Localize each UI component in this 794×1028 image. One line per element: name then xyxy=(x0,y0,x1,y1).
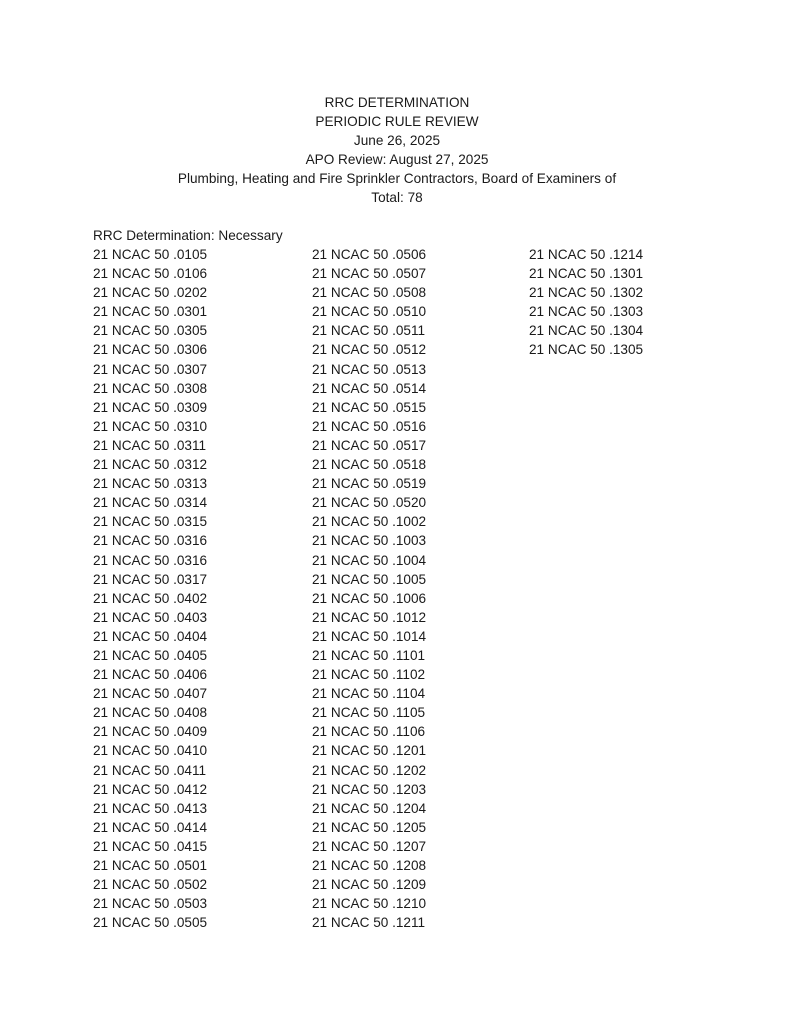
rule-citation: 21 NCAC 50 .0411 xyxy=(93,762,207,778)
rule-column-3 xyxy=(529,245,643,360)
rule-citation: 21 NCAC 50 .0406 xyxy=(93,667,208,683)
document-date: June 26, 2025 xyxy=(353,133,441,148)
rule-citation: 21 NCAC 50 .0518 xyxy=(312,457,427,473)
rule-citation: 21 NCAC 50 .1201 xyxy=(312,743,427,759)
rule-citation: 21 NCAC 50 .0405 xyxy=(93,647,208,663)
rule-citation: 21 NCAC 50 .1202 xyxy=(312,762,427,778)
rule-citation: 21 NCAC 50 .1214 xyxy=(529,247,644,262)
rule-citation: 21 NCAC 50 .1204 xyxy=(312,800,427,816)
rule-citation: 21 NCAC 50 .0308 xyxy=(93,380,208,396)
rule-citation: 21 NCAC 50 .0508 xyxy=(312,285,427,301)
rule-citation: 21 NCAC 50 .0314 xyxy=(93,495,208,511)
rule-citation: 21 NCAC 50 .0402 xyxy=(93,590,208,606)
rule-citation: 21 NCAC 50 .1002 xyxy=(312,514,427,530)
rule-citation: 21 NCAC 50 .1305 xyxy=(529,342,644,358)
rule-citation: 21 NCAC 50 .0408 xyxy=(93,705,208,721)
document-header xyxy=(0,93,794,207)
rule-citation: 21 NCAC 50 .1012 xyxy=(312,609,427,625)
rule-citation: 21 NCAC 50 .0409 xyxy=(93,724,208,740)
rule-citation: 21 NCAC 50 .0410 xyxy=(93,743,208,759)
rule-citation: 21 NCAC 50 .0106 xyxy=(93,266,208,282)
rule-citation: 21 NCAC 50 .0311 xyxy=(93,437,207,453)
rule-citation: 21 NCAC 50 .0503 xyxy=(93,896,208,912)
rule-citation: 21 NCAC 50 .0301 xyxy=(93,304,208,320)
rule-citation: 21 NCAC 50 .1302 xyxy=(529,285,644,301)
rule-citation: 21 NCAC 50 .0517 xyxy=(312,437,427,453)
rule-citation: 21 NCAC 50 .0202 xyxy=(93,285,208,301)
rule-citation: 21 NCAC 50 .0316 xyxy=(93,533,208,549)
rule-citation: 21 NCAC 50 .0414 xyxy=(93,819,208,835)
rule-citation: 21 NCAC 50 .1101 xyxy=(312,647,426,663)
rule-citation: 21 NCAC 50 .0317 xyxy=(93,571,208,587)
rule-citation: 21 NCAC 50 .0510 xyxy=(312,304,427,320)
rule-citation: 21 NCAC 50 .0413 xyxy=(93,800,208,816)
rule-citation: 21 NCAC 50 .0407 xyxy=(93,686,208,702)
rule-citation: 21 NCAC 50 .1303 xyxy=(529,304,644,320)
rule-citation: 21 NCAC 50 .1207 xyxy=(312,838,427,854)
apo-review-date: APO Review: August 27, 2025 xyxy=(305,152,489,167)
rule-citation: 21 NCAC 50 .1210 xyxy=(312,896,427,912)
rule-citation: 21 NCAC 50 .0313 xyxy=(93,476,208,492)
rule-citation: 21 NCAC 50 .0512 xyxy=(312,342,427,358)
rule-citation: 21 NCAC 50 .1205 xyxy=(312,819,427,835)
rule-citation: 21 NCAC 50 .0412 xyxy=(93,781,208,797)
rule-citation: 21 NCAC 50 .0404 xyxy=(93,628,208,644)
rule-citation: 21 NCAC 50 .0506 xyxy=(312,247,427,262)
rule-citation: 21 NCAC 50 .1106 xyxy=(312,724,426,740)
rule-citation: 21 NCAC 50 .1208 xyxy=(312,858,427,873)
rule-column-1 xyxy=(93,245,207,932)
rule-citation: 21 NCAC 50 .1004 xyxy=(312,552,427,568)
rule-citation: 21 NCAC 50 .1301 xyxy=(529,266,644,282)
rule-citation: 21 NCAC 50 .1104 xyxy=(312,686,426,702)
rule-citation: 21 NCAC 50 .0513 xyxy=(312,361,427,377)
rule-citation: 21 NCAC 50 .0501 xyxy=(93,858,208,873)
rule-citation: 21 NCAC 50 .0519 xyxy=(312,476,427,492)
determination-label: RRC Determination: Necessary xyxy=(93,228,283,243)
rule-citation: 21 NCAC 50 .0306 xyxy=(93,342,208,358)
rule-citation: 21 NCAC 50 .0316 xyxy=(93,552,208,568)
rule-citation: 21 NCAC 50 .0515 xyxy=(312,399,427,415)
rule-citation: 21 NCAC 50 .1203 xyxy=(312,781,427,797)
agency-name: Plumbing, Heating and Fire Sprinkler Contractors, Board of Examiners of xyxy=(177,171,617,186)
rule-citation: 21 NCAC 50 .0516 xyxy=(312,418,427,434)
document-subtitle: PERIODIC RULE REVIEW xyxy=(315,114,479,129)
rule-citation: 21 NCAC 50 .0514 xyxy=(312,380,427,396)
document-title: RRC DETERMINATION xyxy=(324,95,470,110)
rule-citation: 21 NCAC 50 .0507 xyxy=(312,266,427,282)
rule-citation: 21 NCAC 50 .1304 xyxy=(529,323,644,339)
rule-citation: 21 NCAC 50 .0415 xyxy=(93,838,208,854)
rule-citation: 21 NCAC 50 .0520 xyxy=(312,495,427,511)
rule-citation: 21 NCAC 50 .0511 xyxy=(312,323,426,339)
rule-citation: 21 NCAC 50 .1211 xyxy=(312,915,426,931)
rule-citation: 21 NCAC 50 .1105 xyxy=(312,705,426,721)
rule-citation: 21 NCAC 50 .0307 xyxy=(93,361,208,377)
rule-column-2 xyxy=(312,245,426,932)
rule-citation: 21 NCAC 50 .0502 xyxy=(93,877,208,893)
rule-citation: 21 NCAC 50 .0505 xyxy=(93,915,208,931)
rule-citation: 21 NCAC 50 .1014 xyxy=(312,628,427,644)
rule-citation: 21 NCAC 50 .1209 xyxy=(312,877,427,893)
rule-total: Total: 78 xyxy=(371,190,423,205)
rule-citation: 21 NCAC 50 .0315 xyxy=(93,514,208,530)
rule-citation: 21 NCAC 50 .0305 xyxy=(93,323,208,339)
rule-citation: 21 NCAC 50 .1005 xyxy=(312,571,427,587)
rule-citation: 21 NCAC 50 .1102 xyxy=(312,667,426,683)
rule-citation: 21 NCAC 50 .0309 xyxy=(93,399,208,415)
rule-citation: 21 NCAC 50 .0310 xyxy=(93,418,208,434)
rule-citation: 21 NCAC 50 .0105 xyxy=(93,247,208,262)
rule-citation: 21 NCAC 50 .1006 xyxy=(312,590,427,606)
rule-citation: 21 NCAC 50 .1003 xyxy=(312,533,427,549)
rule-citation: 21 NCAC 50 .0403 xyxy=(93,609,208,625)
rule-citation: 21 NCAC 50 .0312 xyxy=(93,457,208,473)
